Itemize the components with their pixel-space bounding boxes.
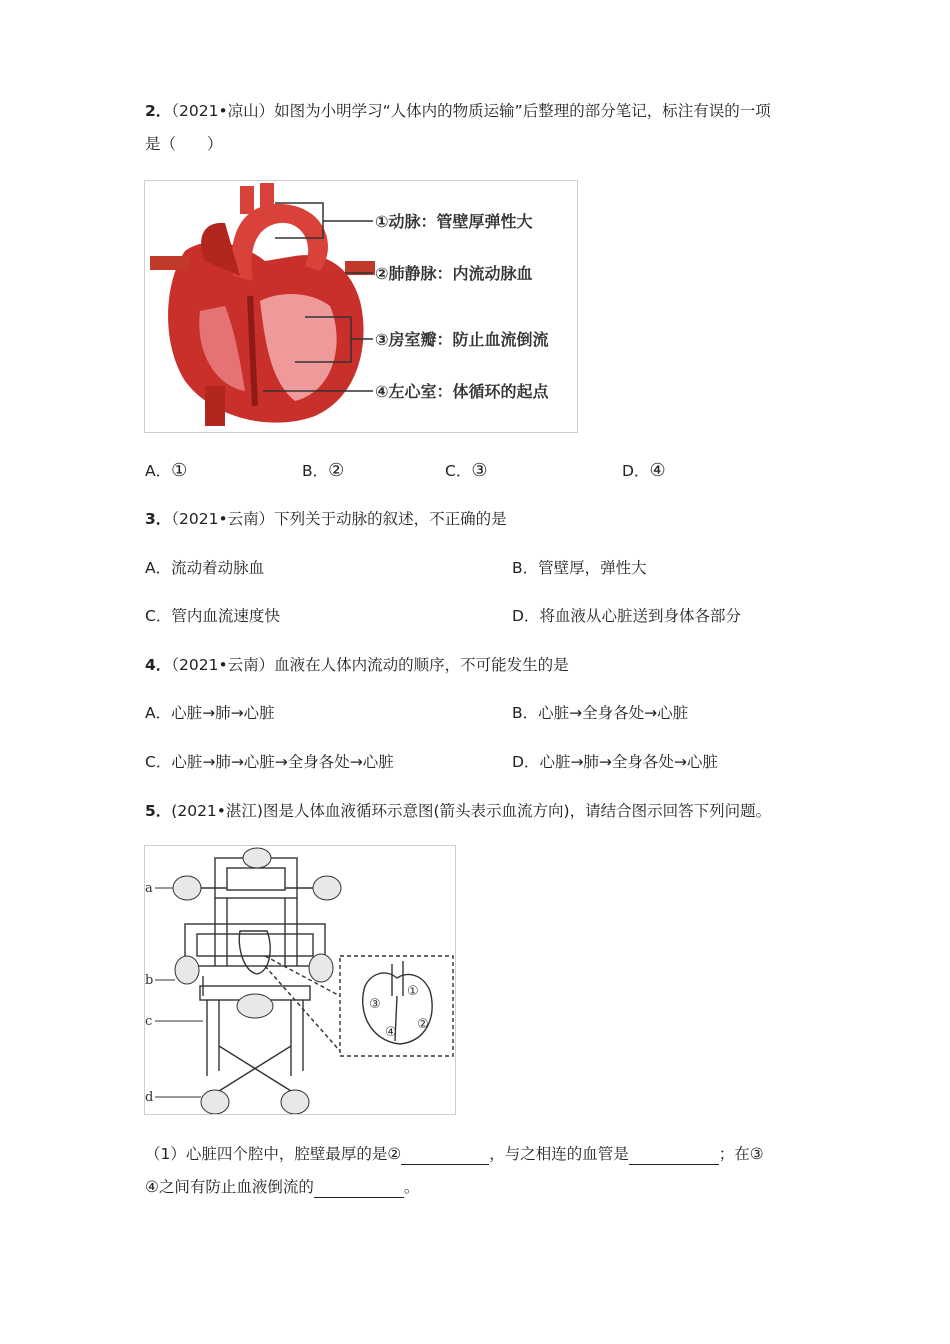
- heart-diagram: [145, 181, 577, 432]
- q3-source: （2021•云南）: [171, 510, 275, 528]
- q2-option-c[interactable]: [445, 460, 487, 482]
- option-label: D．: [622, 462, 650, 480]
- q2-source: （2021•凉山）: [171, 102, 275, 120]
- q2-option-a[interactable]: [145, 460, 187, 482]
- capillary-cluster: [313, 876, 341, 900]
- vessel-loop-top-inner: [227, 868, 285, 890]
- q3-option-d[interactable]: [512, 605, 741, 627]
- heart-note-3: ③房室瓣：防止血流倒流: [375, 330, 549, 349]
- q5-text: 图是人体血液循环示意图(箭头表示血流方向)，请结合图示回答下列问题。: [262, 802, 772, 820]
- heart-note-1: ①动脉：管壁厚弹性大: [375, 212, 533, 231]
- option-label: A．: [145, 559, 172, 577]
- inset-label-1: ①: [407, 984, 419, 999]
- vena-cava-shape: [205, 386, 225, 426]
- inset-label-2: ②: [417, 1017, 429, 1032]
- q4-number: 4．: [145, 656, 172, 674]
- artery-branch-shape: [260, 183, 274, 213]
- q4-stem: [145, 654, 569, 676]
- q5-sub1-text2: ，与之相连的血管是: [489, 1145, 629, 1163]
- q4-option-d[interactable]: [512, 751, 718, 773]
- label-a: a: [145, 881, 153, 896]
- inset-label-4: ④: [385, 1025, 397, 1040]
- option-value: ④: [649, 460, 666, 481]
- circulation-diagram: [145, 846, 455, 1114]
- q4-source: （2021•云南）: [171, 656, 275, 674]
- option-value: ②: [328, 460, 345, 481]
- capillary-cluster: [237, 994, 273, 1018]
- q2-number: 2．: [145, 102, 172, 120]
- option-value: 心脏→全身各处→心脏: [538, 704, 689, 722]
- q5-circulation-figure: [144, 845, 456, 1115]
- q3-text: 下列关于动脉的叙述，不正确的是: [274, 510, 507, 528]
- q3-option-b[interactable]: [512, 557, 647, 579]
- option-label: C．: [445, 462, 472, 480]
- option-label: D．: [512, 753, 540, 771]
- answer-blank-1[interactable]: [401, 1146, 489, 1165]
- q5-stem: [145, 800, 771, 822]
- q5-sub1-text1: （1）心脏四个腔中，腔壁最厚的是②: [145, 1145, 402, 1163]
- q4-option-b[interactable]: [512, 702, 688, 724]
- option-label: C．: [145, 607, 172, 625]
- option-value: 心脏→肺→心脏: [171, 704, 275, 722]
- q5-sub1-text3: ；在③: [718, 1145, 764, 1163]
- inset-label-3: ③: [369, 997, 381, 1012]
- q5-sub1-text5: 。: [403, 1178, 420, 1196]
- capillary-cluster: [201, 1090, 229, 1114]
- option-label: A．: [145, 704, 172, 722]
- q3-stem: [145, 508, 507, 530]
- q3-number: 3．: [145, 510, 172, 528]
- option-label: A．: [145, 462, 172, 480]
- option-value: 管壁厚，弹性大: [538, 559, 647, 577]
- artery-branch-shape: [240, 186, 254, 214]
- heart-note-4: ④左心室：体循环的起点: [375, 382, 549, 401]
- q4-option-c[interactable]: [145, 751, 394, 773]
- capillary-cluster: [243, 848, 271, 868]
- option-label: B．: [302, 462, 329, 480]
- q5-sub1-line1: [145, 1143, 764, 1165]
- q4-option-a[interactable]: [145, 702, 275, 724]
- capillary-cluster: [175, 956, 199, 984]
- q5-sub1-text4: ④之间有防止血液倒流的: [145, 1178, 314, 1196]
- option-value: ①: [171, 460, 188, 481]
- capillary-cluster: [309, 954, 333, 982]
- q4-text: 血液在人体内流动的顺序，不可能发生的是: [274, 656, 569, 674]
- option-value: ③: [471, 460, 488, 481]
- option-label: B．: [512, 704, 539, 722]
- option-value: 将血液从心脏送到身体各部分: [539, 607, 741, 625]
- q5-sub1-line2: [145, 1176, 419, 1198]
- heart-note-2: ②肺静脉：内流动脉血: [375, 264, 533, 283]
- q2-heart-figure: [144, 180, 578, 433]
- option-value: 流动着动脉血: [171, 559, 265, 577]
- q2-option-b[interactable]: [302, 460, 344, 482]
- q2-stem-line2: 是（ ）: [145, 135, 223, 153]
- q2-option-d[interactable]: [622, 460, 666, 482]
- option-label: C．: [145, 753, 172, 771]
- option-label: D．: [512, 607, 540, 625]
- answer-blank-2[interactable]: [629, 1146, 719, 1165]
- option-value: 管内血流速度快: [171, 607, 280, 625]
- q5-number: 5．: [145, 802, 172, 820]
- q2-stem-line1: [145, 100, 771, 122]
- capillary-cluster: [281, 1090, 309, 1114]
- q3-option-c[interactable]: [145, 605, 280, 627]
- label-b: b: [145, 973, 154, 988]
- answer-blank-3[interactable]: [314, 1179, 404, 1198]
- option-label: B．: [512, 559, 539, 577]
- option-value: 心脏→肺→全身各处→心脏: [539, 753, 718, 771]
- q3-option-a[interactable]: [145, 557, 264, 579]
- vessel-left-shape: [150, 256, 190, 270]
- option-value: 心脏→肺→心脏→全身各处→心脏: [171, 753, 394, 771]
- label-c: c: [145, 1014, 153, 1029]
- q5-source: (2021•湛江): [171, 802, 263, 820]
- vessel-loop-mid: [185, 924, 325, 966]
- q2-text: 如图为小明学习“人体内的物质运输”后整理的部分笔记，标注有误的一项: [274, 102, 771, 120]
- capillary-cluster: [173, 876, 201, 900]
- label-d: d: [145, 1090, 154, 1105]
